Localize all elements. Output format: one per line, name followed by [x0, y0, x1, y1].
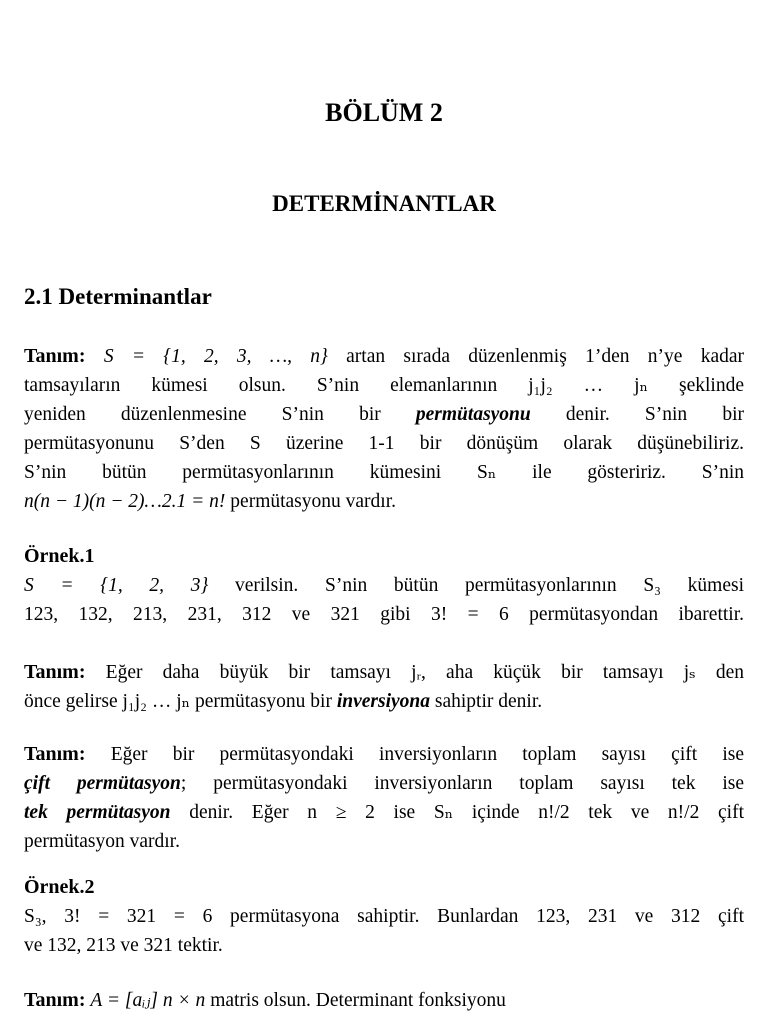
math-formula: A = [aᵢⱼ] n × n — [90, 990, 206, 1011]
text-line — [24, 400, 744, 429]
definition-determinant — [24, 986, 744, 1015]
example-label: Örnek.1 — [24, 545, 95, 567]
text-line: S₃, 3! = 321 = 6 permütasyona sahiptir. Bunlardan 123, 231 ve 312 çift — [24, 906, 744, 927]
definition-parity — [24, 740, 744, 856]
text-segment: Eğer daha büyük bir tamsayı jᵣ, aha küçük bir tamsayı jₛ den — [105, 662, 744, 683]
text-segment: artan sırada düzenlenmiş 1’den n’ye kadar — [346, 346, 745, 367]
definition-permutation — [24, 342, 744, 516]
defined-term: permütasyonu — [415, 404, 531, 425]
definition-label: Tanım: — [24, 661, 86, 683]
definition-label: Tanım: — [24, 345, 86, 367]
text-line — [24, 571, 744, 600]
text-line — [24, 986, 744, 1015]
math-set: S = {1, 2, 3, …, n} — [103, 346, 328, 367]
text-line — [24, 687, 744, 716]
text-segment: denir. S’nin bir — [565, 404, 744, 425]
definition-inversion — [24, 658, 744, 716]
chapter-title: DETERMİNANTLAR — [272, 191, 496, 216]
example-1 — [24, 542, 744, 629]
text-segment: denir. Eğer n ≥ 2 ise Sₙ içinde n!/2 tek ve n!/2 çift — [189, 802, 744, 823]
text-segment: önce gelirse j₁j₂ … jₙ permütasyonu bir — [24, 691, 332, 712]
text-line — [24, 658, 744, 687]
defined-term: tek permütasyon — [24, 802, 171, 823]
text-line — [24, 342, 744, 371]
text-line — [24, 487, 744, 516]
text-segment: Eğer bir permütasyondaki inversiyonların toplam sayısı çift ise — [110, 744, 744, 765]
definition-label: Tanım: — [24, 743, 86, 765]
section-heading: 2.1 Determinantlar — [24, 284, 212, 309]
text-line — [24, 769, 744, 798]
defined-term: çift permütasyon — [24, 773, 181, 794]
text-line: permütasyon vardır. — [24, 831, 180, 852]
text-line: ve 132, 213 ve 321 tektir. — [24, 935, 223, 956]
example-2 — [24, 873, 744, 960]
text-line: 123, 132, 213, 231, 312 ve 321 gibi 3! = 6 permütasyondan ibarettir. — [24, 604, 744, 625]
defined-term: inversiyona — [336, 691, 431, 712]
text-segment: matris olsun. Determinant fonksiyonu — [210, 990, 506, 1011]
text-line — [24, 798, 744, 827]
text-line: permütasyonunu S’den S üzerine 1-1 bir dönüşüm olarak düşünebiliriz. — [24, 433, 744, 454]
definition-label: Tanım: — [24, 989, 86, 1011]
text-line — [24, 740, 744, 769]
text-segment: sahiptir denir. — [434, 691, 543, 712]
text-line: tamsayıların kümesi olsun. S’nin elemanlarının j₁j₂ … jₙ şeklinde — [24, 375, 744, 396]
text-segment: yeniden düzenlenmesine S’nin bir — [24, 404, 381, 425]
chapter-heading: BÖLÜM 2 — [325, 98, 443, 127]
math-set: S = {1, 2, 3} — [24, 575, 209, 596]
text-segment: verilsin. S’nin bütün permütasyonlarının S₃ kümesi — [234, 575, 744, 596]
text-line: S’nin bütün permütasyonlarının kümesini Sₙ ile gösteririz. S’nin — [24, 462, 744, 483]
math-formula: n(n − 1)(n − 2)…2.1 = n! — [24, 491, 226, 512]
example-label: Örnek.2 — [24, 876, 95, 898]
text-segment: permütasyonu vardır. — [230, 491, 397, 512]
text-segment: ; permütasyondaki inversiyonların toplam sayısı tek ise — [180, 773, 745, 794]
